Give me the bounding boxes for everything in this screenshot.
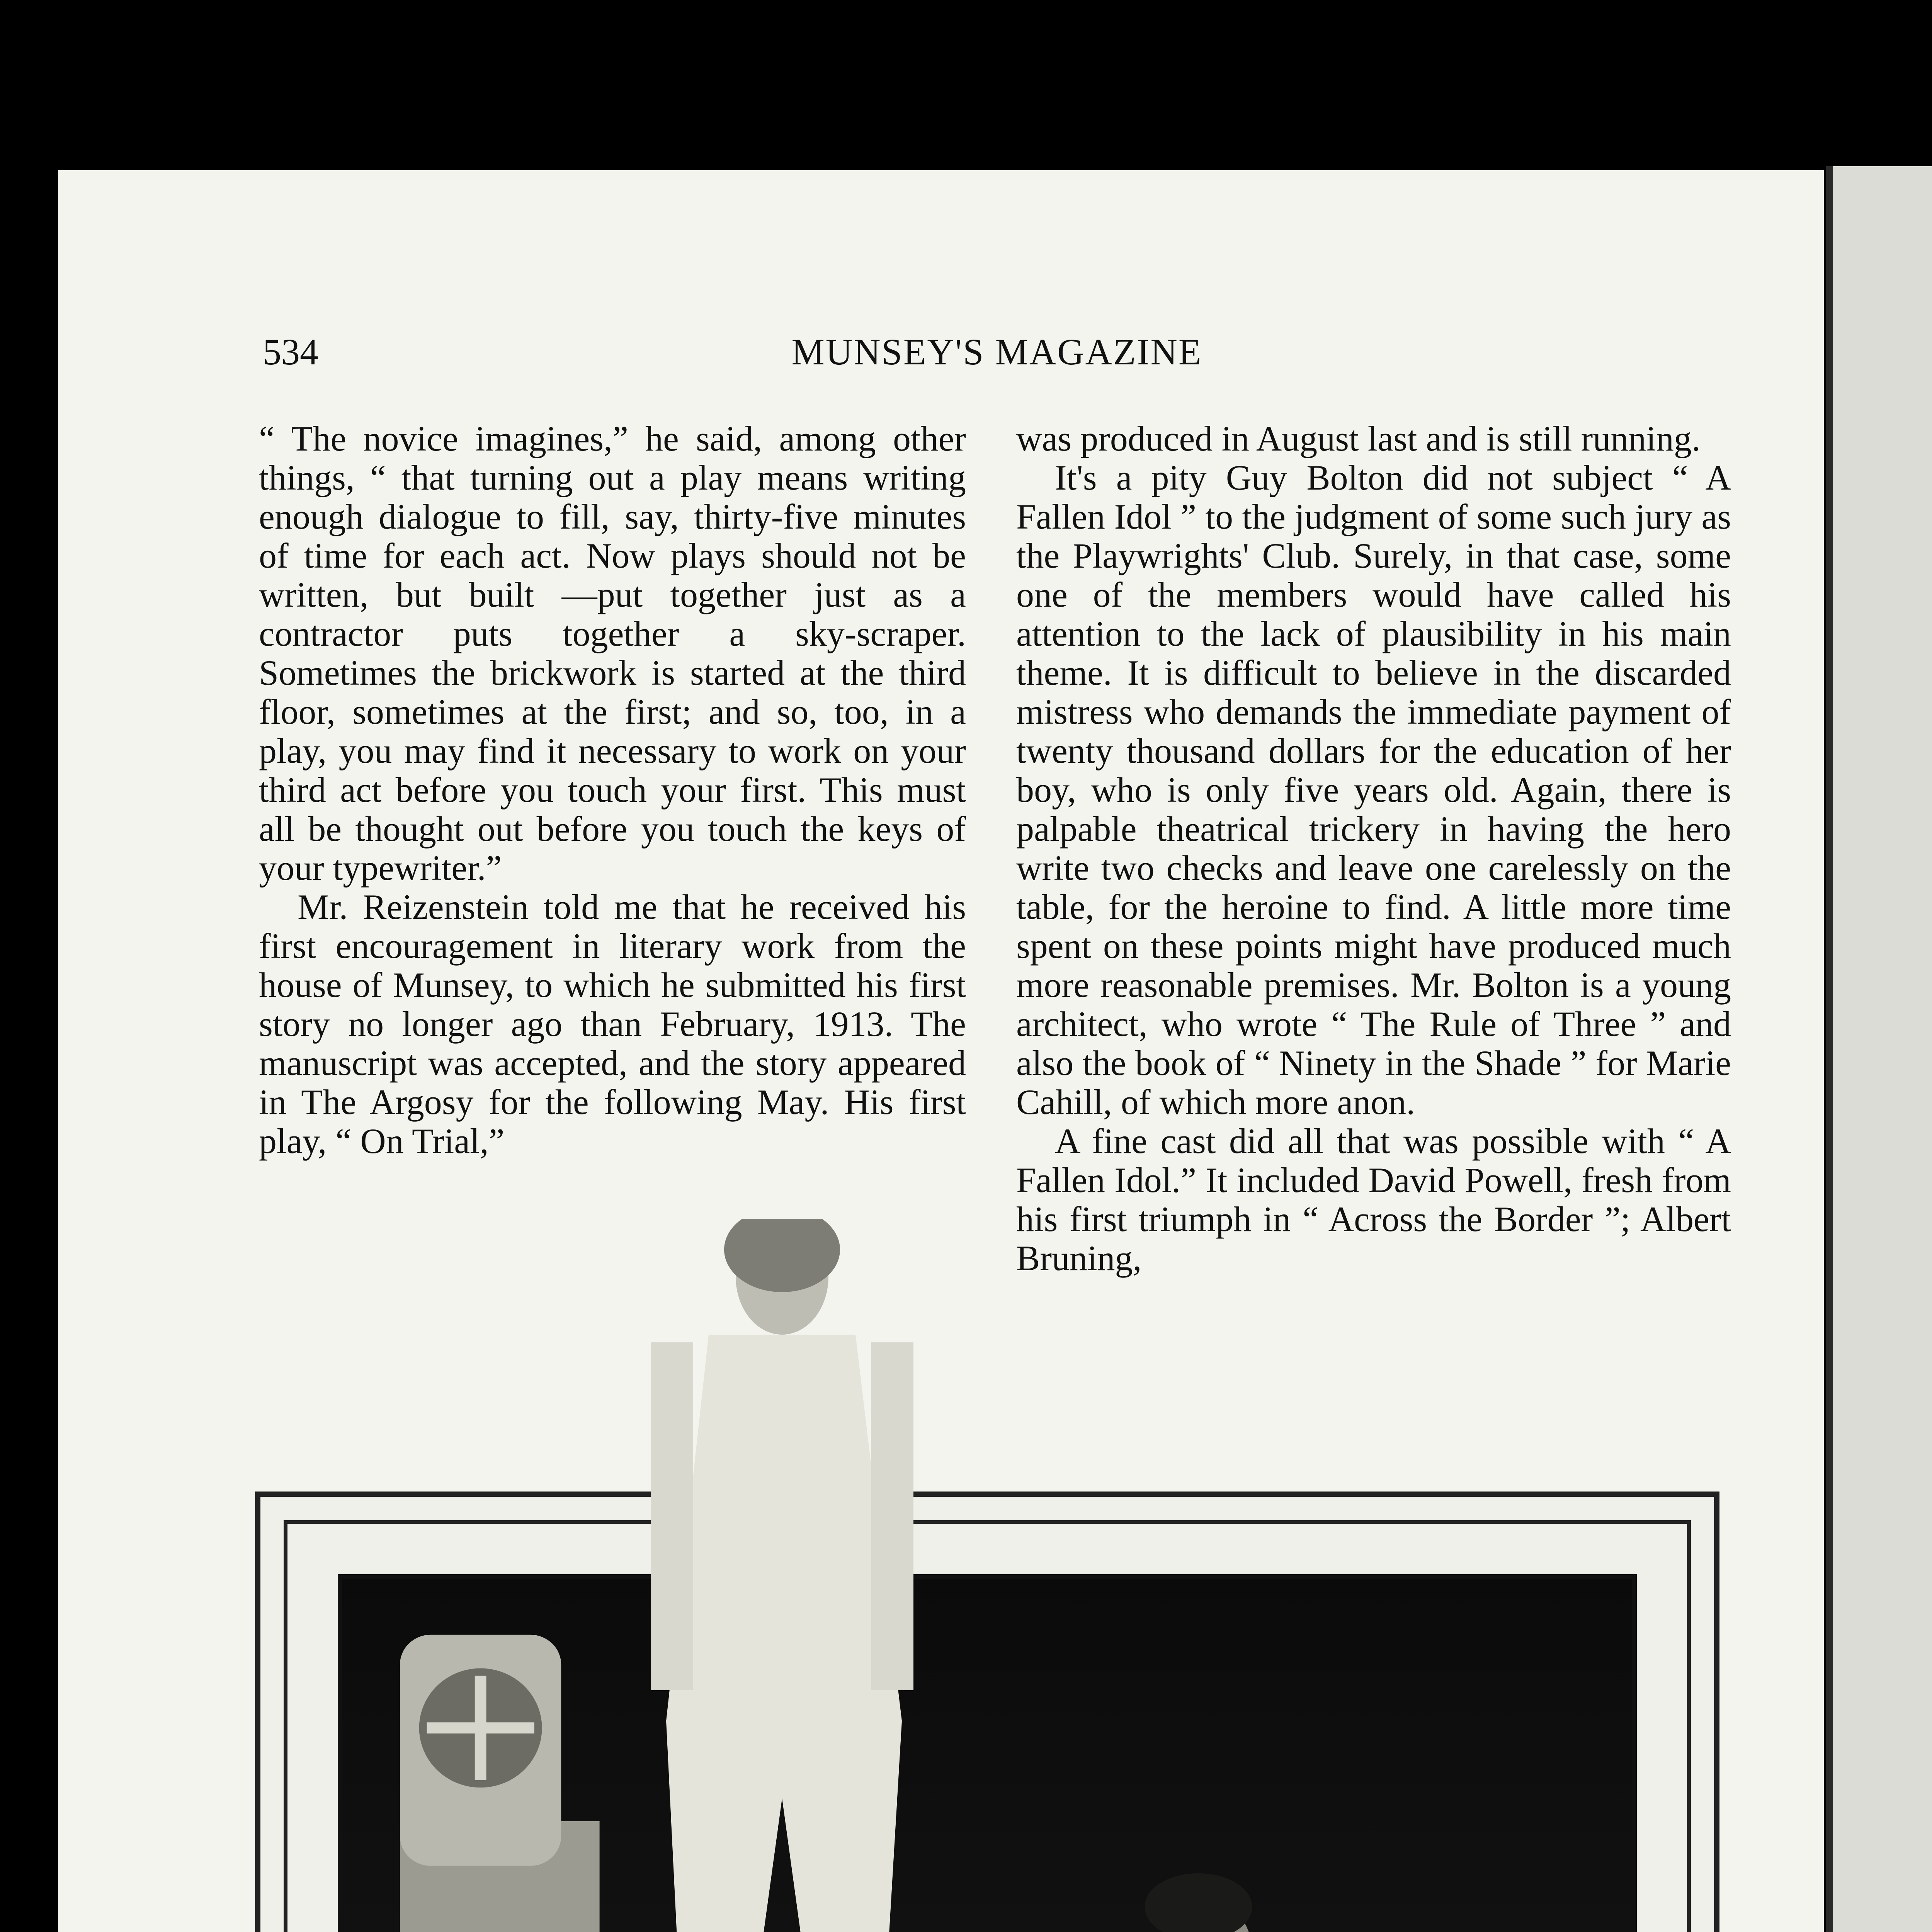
prophet-figure	[608, 1219, 956, 1932]
paragraph: A fine cast did all that was possible with “ A Fallen Idol.” It included David Powell, fresh from his first triumph in “ Across the Border ”; Albert Bruning,	[1016, 1121, 1731, 1278]
facing-page-edge	[1826, 166, 1932, 1932]
running-title: MUNSEY'S MAGAZINE	[791, 331, 1202, 372]
paragraph: Mr. Reizenstein told me that he received his first encouragement in literary work from the house of Munsey, to which he submitted his first story no longer ago than February, 1913. The manuscript was accepted, and the story appeared in The Argosy for the following May. His first play, “ On Trial,”	[259, 887, 966, 1161]
page-number: 534	[263, 331, 318, 372]
paragraph: It's a pity Guy Bolton did not subject “ A Fallen Idol ” to the judgment of some such jury as the Playwrights' Club. Surely, in that case, some one of the members would have called his attention to the lack of plausibility in his main theme. It is difficult to believe in the discarded mistress who demands the immediate payment of twenty thousand dollars for the education of her boy, who is only five years old. Again, there is palpable theatrical trickery in having the hero write two checks and leave one carelessly on the table, for the heroine to find. A little more time spent on these points might have produced much more reasonable premises. Mr. Bolton is a young architect, who wrote “ The Rule of Three ” and also the book of “ Ninety in the Shade ” for Marie Cahill, of which more anon.	[1016, 458, 1731, 1122]
photo-illustration	[342, 1579, 1632, 1932]
right-column	[1016, 419, 1731, 1278]
paragraph: “ The novice imagines,” he said, among other things, “ that turning out a play means writing enough dialogue to fill, say, thirty-five minutes of time for each act. Now plays should not be written, but built —put together just as a contractor puts together a sky-scraper. Sometimes the brickwork is started at the third floor, sometimes at the first; and so, too, in a play, you may find it necessary to work on your third act before you touch your first. This must all be thought out before you touch the keys of your typewriter.”	[259, 419, 966, 888]
paragraph: was produced in August last and is still running.	[1016, 419, 1701, 458]
left-column	[259, 419, 966, 1161]
page-header	[263, 330, 1731, 384]
stage-photograph	[338, 1574, 1637, 1932]
photo-frame	[255, 1492, 1719, 1932]
